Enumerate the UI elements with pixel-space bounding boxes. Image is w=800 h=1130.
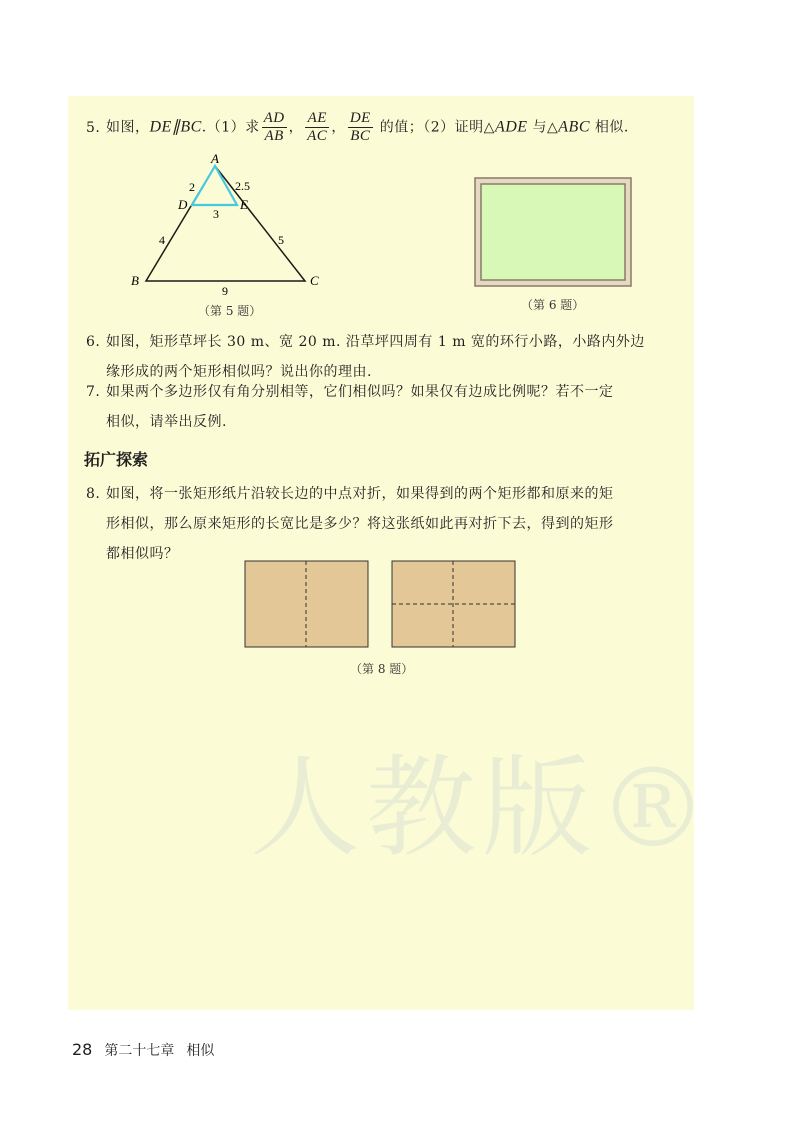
caption-fig8: （第 8 题） [350, 662, 414, 676]
triangle-figure [125, 150, 335, 300]
page-footer [72, 1040, 214, 1060]
length-ad: 2 [189, 180, 195, 194]
problem-number: 8. [86, 486, 101, 502]
caption-fig5: （第 5 题） [198, 304, 262, 318]
label-c: C [310, 273, 319, 288]
length-ec: 5 [278, 233, 284, 247]
label-d: D [178, 197, 188, 212]
section-title: 拓广探索 [84, 450, 149, 469]
given-relation: DE∥BC [149, 118, 202, 136]
lawn-rect [481, 184, 625, 280]
label-b: B [131, 273, 139, 288]
fraction-de-bc: $\frac{DE}{BC}$ [349, 110, 371, 144]
caption-fig6: （第 6 题） [521, 298, 585, 312]
length-bc: 9 [222, 284, 228, 298]
folded-paper-figure [244, 560, 524, 650]
chapter-title: 相似 [186, 1043, 215, 1059]
problem-8: 8. 如图，将一张矩形纸片沿较长边的中点对折，如果得到的两个矩形都和原来的矩 形相似，那么原来矩形的长宽比是多少？将这张纸如此再对折下去，得到的矩形 都相似吗？ [86, 479, 614, 569]
fraction-ad-ab: $\frac{AD}{AB}$ [263, 110, 285, 144]
problem-5: 5. 如图，DE∥BC.（1）求 $\frac{AD}{AB}$ ， $\frac{AE}{AC}$ ， $\frac{DE}{BC}$ 的值；（2）证明△ADE 与△ABC 相似. [86, 110, 629, 144]
length-de: 3 [213, 207, 219, 221]
length-db: 4 [159, 233, 165, 247]
problem-6: 6. 如图，矩形草坪长 30 m、宽 20 m. 沿草坪四周有 1 m 宽的环行小路，小路内外边 缘形成的两个矩形相似吗？说出你的理由. [86, 327, 645, 387]
problem-number: 7. [86, 384, 101, 400]
chapter-label: 第二十七章 [104, 1043, 175, 1059]
problem-number: 6. [86, 334, 101, 350]
lawn-figure [474, 177, 634, 289]
label-e: E [240, 197, 248, 212]
problem-7: 7. 如果两个多边形仅有角分别相等，它们相似吗？如果仅有边成比例呢？若不一定 相似，请举出反例. [86, 377, 614, 437]
publisher-watermark: 人教版® [250, 744, 714, 872]
page-number: 28 [72, 1040, 93, 1059]
fraction-ae-ac: $\frac{AE}{AC}$ [307, 110, 328, 144]
problem-number: 5. [86, 119, 101, 136]
length-ae: 2.5 [235, 179, 250, 193]
label-a: A [211, 151, 219, 166]
